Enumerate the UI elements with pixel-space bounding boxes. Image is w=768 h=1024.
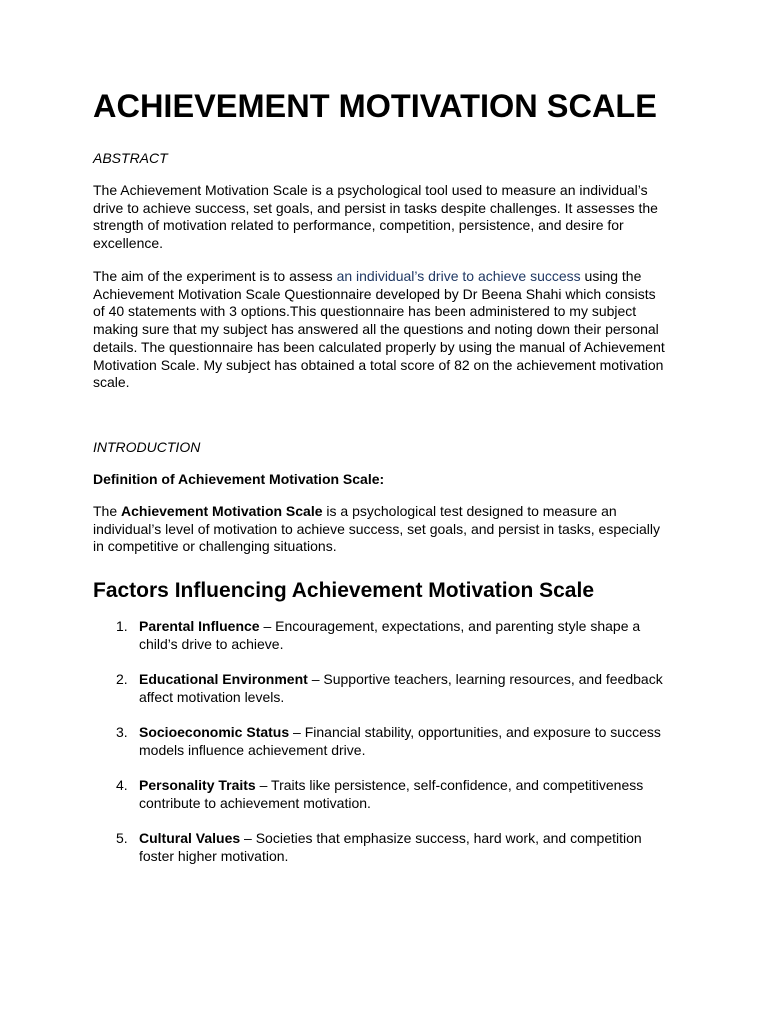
list-item-number: 3. <box>116 724 128 740</box>
definition-bold-term: Achievement Motivation Scale <box>121 503 323 519</box>
factor-name: Personality Traits <box>139 777 256 793</box>
factors-heading: Factors Influencing Achievement Motivation Scale <box>93 579 594 602</box>
factor-description: – Supportive teachers, learning resources, and feedback affect motivation levels. <box>139 671 663 705</box>
list-item-number: 1. <box>116 618 128 634</box>
abstract-p2-after: using the Achievement Motivation Scale Questionnaire developed by Dr Beena Shahi which consists of 40 statements with 3 options.This questionnaire has been administered to my subject making sure that my subject has answered all the questions and noting down their personal details. The questionnaire has been calculated properly by using the manual of Achievement Motivation Scale. My subject has obtained a total score of 82 on the achievement motivation scale. <box>93 268 665 391</box>
factors-list <box>93 618 678 883</box>
introduction-label: INTRODUCTION <box>93 439 201 455</box>
definition-paragraph <box>93 503 671 556</box>
factor-description: – Encouragement, expectations, and parenting style shape a child’s drive to achieve. <box>139 618 641 652</box>
factor-name: Parental Influence <box>139 618 260 634</box>
list-item <box>93 618 679 653</box>
list-item <box>93 777 679 812</box>
list-item <box>93 830 679 865</box>
factor-description: – Traits like persistence, self-confidence, and competitiveness contribute to achievement motivation. <box>139 777 644 811</box>
factor-name: Socioeconomic Status <box>139 724 290 740</box>
definition-heading: Definition of Achievement Motivation Scale: <box>93 471 385 487</box>
factor-description: – Financial stability, opportunities, and exposure to success models influence achievement drive. <box>139 724 661 758</box>
abstract-p2-before: The aim of the experiment is to assess <box>93 268 337 284</box>
list-item <box>93 724 679 759</box>
factor-name: Cultural Values <box>139 830 241 846</box>
definition-after: is a psychological test designed to measure an individual’s level of motivation to achieve success, set goals, and persist in tasks, especially in competitive or challenging situations. <box>93 503 661 555</box>
list-item-number: 4. <box>116 777 128 793</box>
document-title: ACHIEVEMENT MOTIVATION SCALE <box>93 88 657 124</box>
abstract-paragraph-1: The Achievement Motivation Scale is a psychological tool used to measure an individual’s drive to achieve success, set goals, and persist in tasks despite challenges. It assesses the strength of motivation related to performance, competition, persistence, and desire for excellence. <box>93 182 658 252</box>
definition-before: The <box>93 503 122 519</box>
factor-description: – Societies that emphasize success, hard work, and competition foster higher motivation. <box>139 830 642 864</box>
abstract-label: ABSTRACT <box>93 150 168 166</box>
abstract-paragraph-2 <box>93 268 671 392</box>
abstract-p2-highlight: an individual’s drive to achieve success <box>336 268 581 284</box>
list-item <box>93 671 679 706</box>
list-item-number: 2. <box>116 671 128 687</box>
list-item-number: 5. <box>116 830 128 846</box>
factor-name: Educational Environment <box>139 671 308 687</box>
